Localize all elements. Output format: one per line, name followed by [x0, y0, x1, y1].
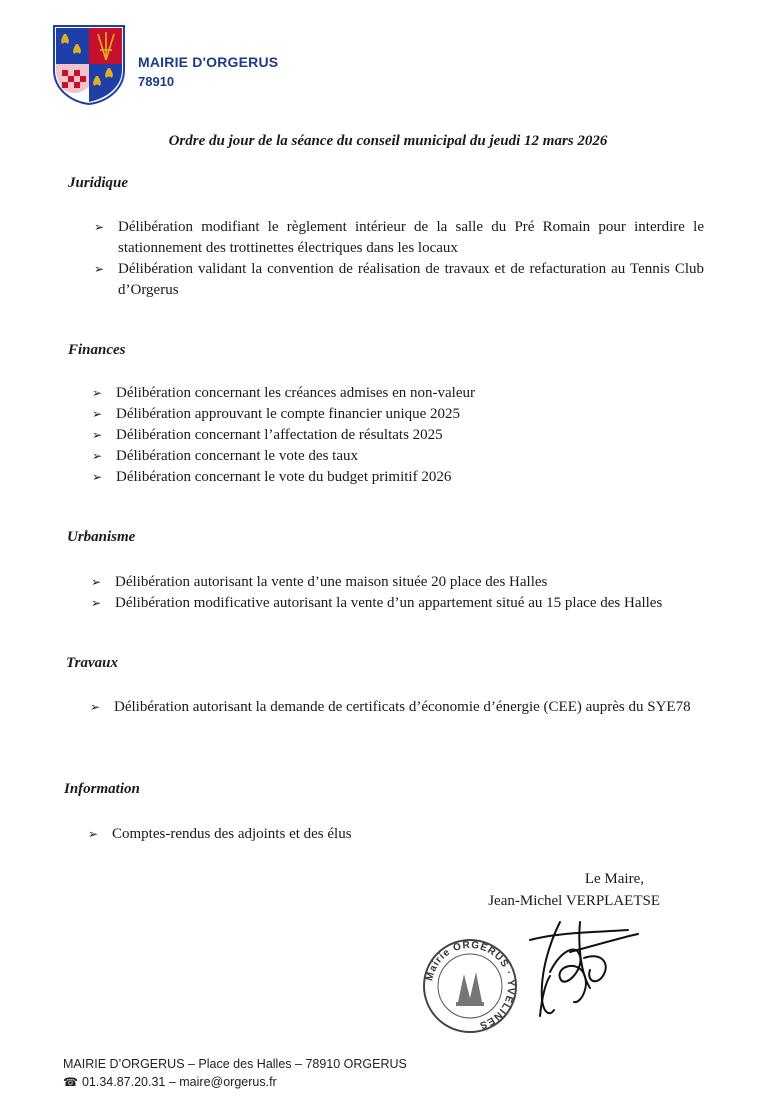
- document-title: Ordre du jour de la séance du conseil municipal du jeudi 12 mars 2026: [168, 133, 608, 149]
- arrow-bullet-icon: ➢: [94, 262, 105, 276]
- arrow-bullet-icon: ➢: [92, 470, 103, 484]
- official-stamp-icon: [420, 936, 520, 1036]
- letterhead: [52, 24, 412, 108]
- list-item: ➢ Délibération approuvant le compte financier unique 2025: [90, 404, 702, 425]
- finances-list: [90, 383, 702, 488]
- list-item: ➢ Délibération autorisant la demande de certificats d’économie d’énergie (CEE) auprès du SYE78: [88, 697, 702, 718]
- arrow-bullet-icon: ➢: [91, 575, 102, 589]
- section-title-juridique: Juridique: [68, 175, 129, 191]
- signatory-name: Jean-Michel VERPLAETSE: [488, 893, 660, 909]
- arrow-bullet-icon: ➢: [90, 700, 101, 714]
- arrow-bullet-icon: ➢: [92, 449, 103, 463]
- arrow-bullet-icon: ➢: [92, 386, 103, 400]
- list-item: ➢ Délibération concernant les créances admises en non-valeur: [90, 383, 702, 404]
- list-item: ➢ Comptes-rendus des adjoints et des élus: [86, 824, 700, 845]
- arrow-bullet-icon: ➢: [91, 596, 102, 610]
- footer-contact-line: [63, 1073, 407, 1091]
- juridique-list: [92, 217, 704, 301]
- section-title-finances: Finances: [68, 342, 126, 358]
- signature-block: [488, 868, 660, 912]
- mairie-name: MAIRIE D'ORGERUS: [138, 54, 279, 70]
- list-item: ➢ Délibération modifiant le règlement intérieur de la salle du Pré Romain pour interdire le stationnement des trottinettes électriques dans les locaux: [94, 219, 704, 256]
- urbanisme-list: [89, 572, 709, 614]
- arrow-bullet-icon: ➢: [92, 428, 103, 442]
- handwritten-signature: [520, 912, 650, 1032]
- list-item: ➢ Délibération concernant le vote du budget primitif 2026: [90, 467, 702, 488]
- arrow-bullet-icon: ➢: [94, 220, 105, 234]
- phone-icon: ☎: [63, 1075, 78, 1089]
- footer: [63, 1055, 407, 1091]
- section-title-urbanisme: Urbanisme: [67, 529, 136, 545]
- list-item: ➢ Délibération validant la convention de réalisation de travaux et de refacturation au Tennis Club d’Orgerus: [94, 261, 704, 298]
- svg-text:Mairie ORGERUS · YVELINES: Mairie ORGERUS · YVELINES: [424, 939, 517, 1031]
- travaux-list: [88, 697, 702, 718]
- information-list: [86, 824, 700, 845]
- arrow-bullet-icon: ➢: [92, 407, 103, 421]
- mairie-postcode: 78910: [138, 74, 175, 89]
- arrow-bullet-icon: ➢: [88, 827, 99, 841]
- section-title-travaux: Travaux: [66, 655, 118, 671]
- list-item: ➢ Délibération modificative autorisant la vente d’un appartement situé au 15 place des Halles: [89, 593, 709, 614]
- list-item: ➢ Délibération concernant l’affectation de résultats 2025: [90, 425, 702, 446]
- coat-of-arms-icon: [52, 24, 126, 106]
- signatory-role: Le Maire,: [584, 871, 644, 887]
- section-title-information: Information: [64, 781, 140, 797]
- footer-contact: 01.34.87.20.31 – maire@orgerus.fr: [81, 1075, 277, 1089]
- footer-address: MAIRIE D’ORGERUS – Place des Halles – 78910 ORGERUS: [63, 1057, 407, 1071]
- list-item: ➢ Délibération concernant le vote des taux: [90, 446, 702, 467]
- list-item: ➢ Délibération autorisant la vente d’une maison située 20 place des Halles: [89, 572, 709, 593]
